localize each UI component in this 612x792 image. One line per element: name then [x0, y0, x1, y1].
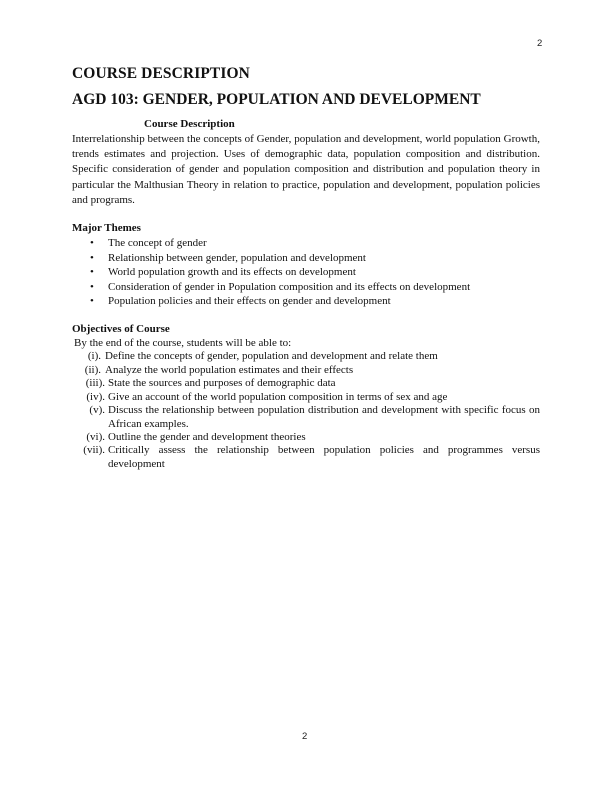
objective-item: (iii). State the sources and purposes of demographic data — [72, 377, 540, 390]
theme-item: • The concept of gender — [90, 237, 207, 250]
objective-item: (i). Define the concepts of gender, population and development and relate them — [72, 350, 540, 363]
objective-number: (v). — [89, 404, 105, 417]
objective-number: (ii). — [84, 363, 101, 376]
document-title: COURSE DESCRIPTION — [72, 65, 250, 82]
document-body — [72, 63, 540, 471]
theme-item: • Consideration of gender in Population composition and its effects on development — [90, 280, 471, 293]
bullet-icon: • — [90, 280, 94, 293]
course-title: AGD 103: GENDER, POPULATION AND DEVELOPMENT — [72, 91, 481, 108]
objective-item: (ii). Analyze the world population estimates and their effects — [72, 364, 540, 377]
course-description-text: Interrelationship between the concepts of Gender, population and development, world population Growth, trends estimates and projection. Uses of demographic data, population composition and distribution. Specific consideration of gender and population composition and distribution and population theory in particular the Malthusian Theory in relation to practice, population and development, population policies and programs. — [72, 133, 540, 206]
objective-item: (vii). Critically assess the relationship between population policies and programmes versus development — [72, 444, 540, 471]
course-description-heading: Course Description — [144, 118, 235, 130]
objective-number: (iv). — [86, 390, 105, 403]
bullet-icon: • — [90, 251, 94, 264]
theme-item: • Relationship between gender, population and development — [90, 251, 366, 264]
objective-item: (vi). Outline the gender and development theories — [72, 431, 540, 444]
objective-number: (i). — [87, 350, 101, 363]
theme-item: • Population policies and their effects on gender and development — [90, 295, 391, 308]
objective-item: (v). Discuss the relationship between population distribution and development with specific focus on African examples. — [72, 404, 540, 431]
objectives-list — [72, 350, 540, 471]
objectives-intro: By the end of the course, students will be able to: — [74, 336, 292, 349]
bullet-icon: • — [90, 295, 94, 308]
objectives-heading: Objectives of Course — [72, 322, 170, 335]
bullet-icon: • — [90, 237, 94, 250]
bullet-icon: • — [90, 266, 94, 279]
major-themes-list — [72, 236, 540, 309]
objective-number: (iii). — [85, 377, 105, 390]
page-number-top: 2 — [537, 38, 543, 49]
objective-number: (vii). — [83, 444, 105, 457]
theme-item: • World population growth and its effects on development — [90, 266, 356, 279]
page-number-bottom: 2 — [302, 731, 308, 742]
major-themes-heading: Major Themes — [72, 222, 141, 235]
objective-item: (iv). Give an account of the world population composition in terms of sex and age — [72, 391, 540, 404]
objective-number: (vi). — [86, 430, 105, 443]
